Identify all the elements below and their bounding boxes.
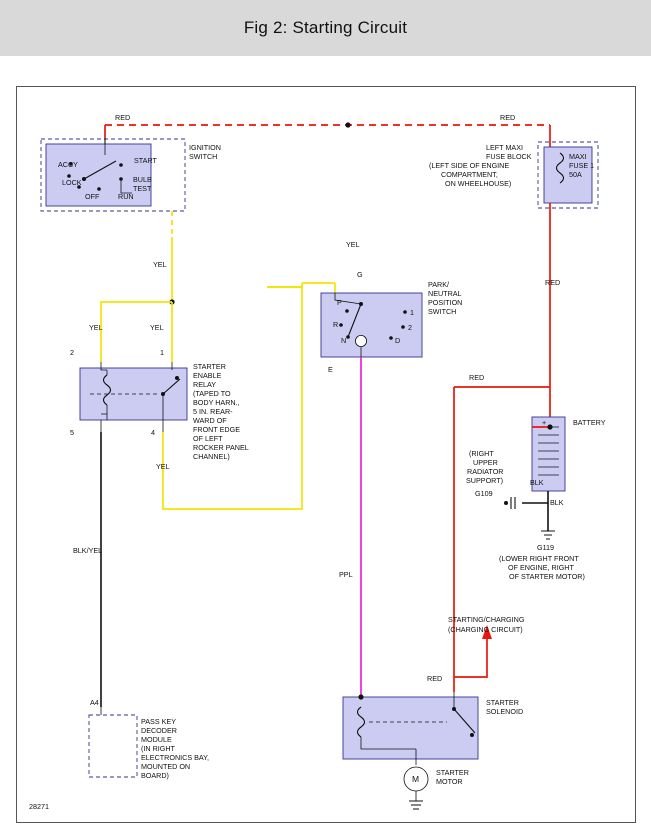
label-g119: G119 [537, 543, 555, 552]
label-motor-1: STARTER [436, 768, 469, 777]
label-pnp-d: D [395, 336, 401, 345]
label-g119-note-3: OF STARTER MOTOR) [509, 572, 585, 581]
label-passkey-4: (IN RIGHT [141, 744, 175, 753]
label-pnp-switch-4: SWITCH [428, 307, 457, 316]
label-maxi-block-3: (LEFT SIDE OF ENGINE [429, 161, 510, 170]
label-run: RUN [118, 192, 134, 201]
label-pnp-1: 1 [410, 308, 414, 317]
label-red-battery: RED [545, 278, 561, 287]
label-g109-note-1: (RIGHT [469, 449, 494, 458]
label-yel-down: YEL [156, 462, 170, 471]
label-passkey-2: DECODER [141, 726, 177, 735]
label-relay-4: (TAPED TO [193, 389, 231, 398]
figure-header [0, 0, 651, 56]
label-relay-2: ENABLE [193, 371, 222, 380]
label-pnp-2: 2 [408, 323, 412, 332]
wiring-diagram [16, 86, 636, 823]
label-maxi-fuse-1: MAXI [569, 152, 587, 161]
label-pnp-switch-1: PARK/ [428, 280, 450, 289]
label-red-starter: RED [427, 674, 443, 683]
starter-solenoid-box [343, 697, 478, 759]
label-yel-relay1: YEL [150, 323, 164, 332]
label-g119-note-2: OF ENGINE, RIGHT [508, 563, 574, 572]
label-relay-1: STARTER [193, 362, 226, 371]
label-relay-11: CHANNEL) [193, 452, 230, 461]
label-pnp-switch-3: POSITION [428, 298, 463, 307]
label-relay-pin2: 2 [70, 348, 74, 357]
label-pnp-switch-2: NEUTRAL [428, 289, 462, 298]
label-blk-g119: BLK [550, 498, 564, 507]
label-maxi-block-2: FUSE BLOCK [486, 152, 532, 161]
junction-dot [345, 122, 350, 127]
label-ignition-switch-2: SWITCH [189, 152, 218, 161]
pass-key-module-box [89, 715, 137, 777]
label-g109-note-2: UPPER [473, 458, 498, 467]
label-off: OFF [85, 192, 100, 201]
label-test: TEST [133, 184, 152, 193]
label-battery: BATTERY [573, 418, 606, 427]
label-red-top-left: RED [115, 113, 131, 122]
label-passkey-6: MOUNTED ON [141, 762, 191, 771]
label-yel-pnp: YEL [346, 240, 360, 249]
label-lock: LOCK [62, 178, 82, 187]
label-diagram-id: 28271 [29, 802, 49, 811]
label-red-top-right: RED [500, 113, 516, 122]
label-relay-9: OF LEFT [193, 434, 223, 443]
label-g119-note-1: (LOWER RIGHT FRONT [499, 554, 579, 563]
label-blkyel: BLK/YEL [73, 546, 103, 555]
label-pnp-n: N [341, 336, 347, 345]
label-relay-5: BODY HARN., [193, 398, 240, 407]
label-bulb: BULB [133, 175, 152, 184]
label-relay-pin5: 5 [70, 428, 74, 437]
pnp-center-circle [355, 335, 366, 346]
label-relay-3: RELAY [193, 380, 217, 389]
label-charging-1: STARTING/CHARGING [448, 615, 525, 624]
label-relay-6: 5 IN. REAR- [193, 407, 233, 416]
label-relay-10: ROCKER PANEL [193, 443, 249, 452]
label-blk-g109: BLK [530, 478, 544, 487]
label-pnp-g: G [357, 270, 363, 279]
label-motor-2: MOTOR [436, 777, 463, 786]
label-maxi-fuse-3: 50A [569, 170, 582, 179]
label-solenoid-2: SOLENOID [486, 707, 524, 716]
label-relay-pin4: 4 [151, 428, 155, 437]
label-ignition-switch: IGNITION [189, 143, 221, 152]
label-g109: G109 [475, 489, 493, 498]
ground-symbol-g119 [541, 531, 555, 539]
label-solenoid-1: STARTER [486, 698, 519, 707]
label-pnp-p: P [337, 298, 342, 307]
label-accy: ACCY [58, 160, 78, 169]
svg-text:M: M [412, 774, 420, 784]
label-relay-pin1: 1 [160, 348, 164, 357]
label-red-solenoid: RED [469, 373, 485, 382]
label-maxi-block-4: COMPARTMENT, [441, 170, 498, 179]
ground-symbol-g109 [511, 497, 515, 509]
svg-text:+: + [542, 418, 547, 427]
label-yel-ign: YEL [153, 260, 167, 269]
label-a4: A4 [90, 698, 99, 707]
ground-symbol-motor [409, 801, 423, 809]
label-maxi-block-1: LEFT MAXI [486, 143, 524, 152]
label-ppl: PPL [339, 570, 353, 579]
label-passkey-5: ELECTRONICS BAY, [141, 753, 210, 762]
label-start: START [134, 156, 157, 165]
label-g109-note-4: SUPPORT) [466, 476, 504, 485]
label-pnp-e: E [328, 365, 333, 374]
label-passkey-1: PASS KEY [141, 717, 177, 726]
label-maxi-fuse-2: FUSE 1 [569, 161, 595, 170]
label-passkey-3: MODULE [141, 735, 172, 744]
label-relay-8: FRONT EDGE [193, 425, 240, 434]
label-charging-2: (CHARGING CIRCUIT) [448, 625, 523, 634]
page-title: Fig 2: Starting Circuit [243, 18, 408, 37]
label-passkey-7: BOARD) [141, 771, 169, 780]
label-g109-note-3: RADIATOR [467, 467, 504, 476]
label-yel-left: YEL [89, 323, 103, 332]
label-relay-7: WARD OF [193, 416, 227, 425]
label-maxi-block-5: ON WHEELHOUSE) [445, 179, 512, 188]
label-pnp-r: R [333, 320, 339, 329]
